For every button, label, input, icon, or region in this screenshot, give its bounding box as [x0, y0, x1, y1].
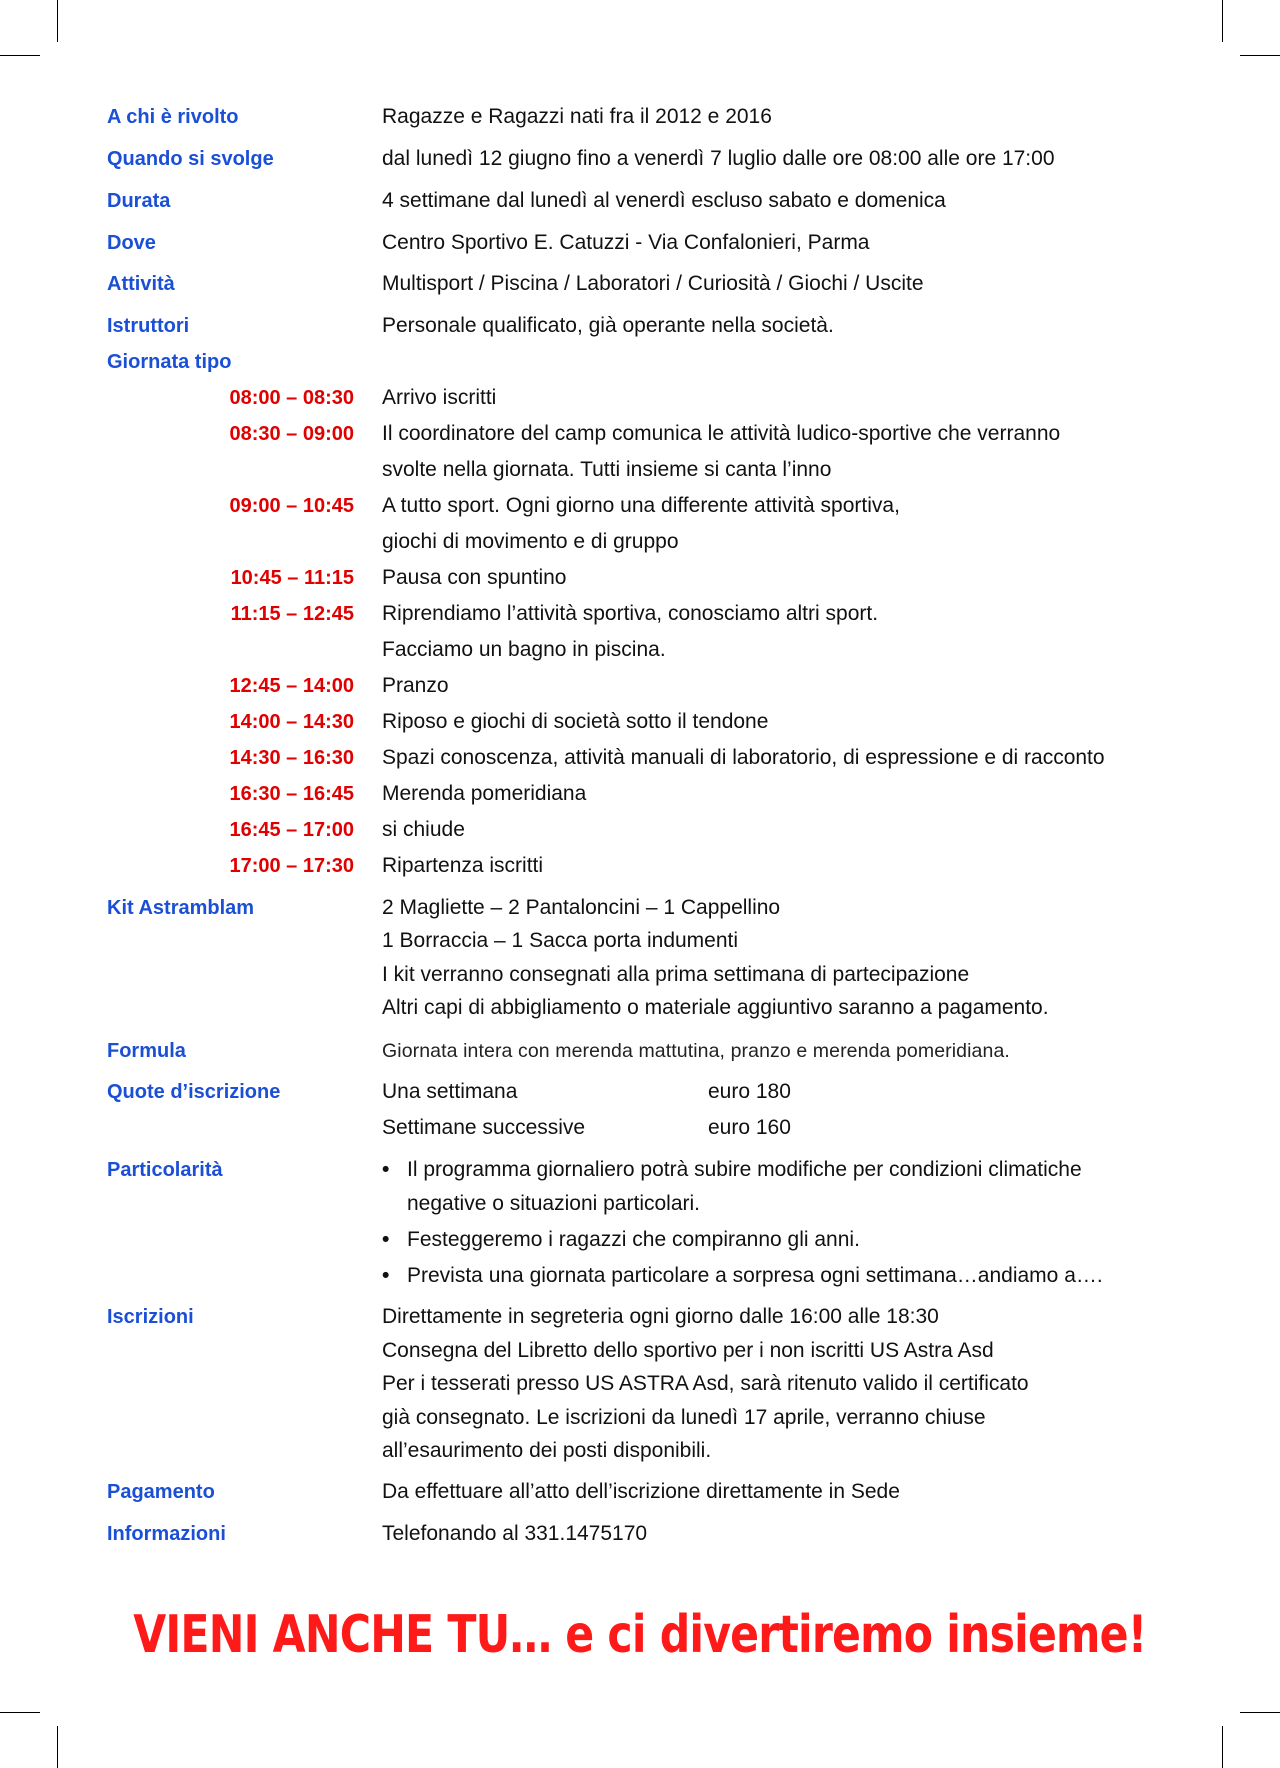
- kit-line: I kit verranno consegnati alla prima settimana di partecipazione: [382, 963, 970, 986]
- label-istruttori: Istruttori: [107, 315, 190, 337]
- iscrizioni-row: [0, 1403, 1280, 1433]
- value-durata: 4 settimane dal lunedì al venerdì escluso sabato e domenica: [382, 189, 946, 212]
- quote-row: [0, 1113, 1280, 1143]
- schedule-text: Arrivo iscritti: [382, 386, 497, 409]
- iscrizioni-line: Consegna del Libretto dello sportivo per i non iscritti US Astra Asd: [382, 1339, 994, 1362]
- kit-row: [0, 993, 1280, 1023]
- schedule-text: Ripartenza iscritti: [382, 854, 544, 877]
- schedule-text: Facciamo un bagno in piscina.: [382, 638, 666, 661]
- schedule-text: Riposo e giochi di società sotto il tendone: [382, 710, 769, 733]
- info-row-informazioni: [0, 1519, 1280, 1549]
- crop-mark: [57, 1726, 58, 1768]
- bullet-row: [0, 1225, 1280, 1255]
- schedule-row: [0, 743, 1280, 773]
- schedule-text: Il coordinatore del camp comunica le attività ludico-sportive che verranno: [382, 422, 1061, 445]
- schedule-time: 12:45 – 14:00: [229, 675, 354, 697]
- schedule-time: 14:00 – 14:30: [229, 711, 354, 733]
- crop-mark: [1222, 0, 1223, 42]
- label-particolarita: Particolarità: [107, 1159, 223, 1181]
- schedule-row-cont: [0, 527, 1280, 557]
- schedule-time: 16:30 – 16:45: [229, 783, 354, 805]
- schedule-text: Pranzo: [382, 674, 449, 697]
- crop-mark: [0, 55, 40, 56]
- bullet-row: [0, 1261, 1280, 1291]
- label-pagamento: Pagamento: [107, 1481, 215, 1503]
- schedule-text: Riprendiamo l’attività sportiva, conosciamo altri sport.: [382, 602, 879, 625]
- label-attivita: Attività: [107, 273, 175, 295]
- crop-mark: [1240, 55, 1280, 56]
- iscrizioni-row: [0, 1336, 1280, 1366]
- kit-line: Altri capi di abbigliamento o materiale aggiuntivo saranno a pagamento.: [382, 996, 1049, 1019]
- iscrizioni-line: all’esaurimento dei posti disponibili.: [382, 1439, 712, 1462]
- kit-row: [0, 960, 1280, 990]
- label-durata: Durata: [107, 190, 171, 212]
- bullet-row: [0, 1155, 1280, 1185]
- quote-price: euro 180: [708, 1080, 791, 1103]
- bullet-text: Prevista una giornata particolare a sorpresa ogni settimana…andiamo a….: [407, 1264, 1103, 1287]
- schedule-time: 16:45 – 17:00: [229, 819, 354, 841]
- schedule-time: 17:00 – 17:30: [229, 855, 354, 877]
- quote-price: euro 160: [708, 1116, 791, 1139]
- info-row-attivita: [0, 269, 1280, 299]
- label-dove: Dove: [107, 232, 156, 254]
- bullet-text: negative o situazioni particolari.: [407, 1192, 700, 1215]
- label-giornata-tipo: Giornata tipo: [107, 351, 232, 373]
- value-formula: Giornata intera con merenda mattutina, pranzo e merenda pomeridiana.: [382, 1040, 1010, 1062]
- info-row-giornata: [0, 347, 1280, 377]
- quote-row: [0, 1077, 1280, 1107]
- value-quando: dal lunedì 12 giugno fino a venerdì 7 luglio dalle ore 08:00 alle ore 17:00: [382, 147, 1055, 170]
- label-quando: Quando si svolge: [107, 148, 274, 170]
- schedule-time: 14:30 – 16:30: [229, 747, 354, 769]
- label-formula: Formula: [107, 1040, 186, 1062]
- value-informazioni: Telefonando al 331.1475170: [382, 1522, 648, 1545]
- value-dove: Centro Sportivo E. Catuzzi - Via Confalonieri, Parma: [382, 231, 870, 254]
- quote-name: Una settimana: [382, 1080, 518, 1103]
- label-iscrizioni: Iscrizioni: [107, 1306, 194, 1328]
- iscrizioni-line: Direttamente in segreteria ogni giorno dalle 16:00 alle 18:30: [382, 1305, 939, 1328]
- schedule-time: 10:45 – 11:15: [230, 567, 354, 589]
- schedule-row-cont: [0, 635, 1280, 665]
- kit-line: 2 Magliette – 2 Pantaloncini – 1 Cappellino: [382, 896, 781, 919]
- schedule-text: giochi di movimento e di gruppo: [382, 530, 679, 553]
- iscrizioni-line: Per i tesserati presso US ASTRA Asd, sarà ritenuto valido il certificato: [382, 1372, 1029, 1395]
- kit-row: [0, 893, 1280, 923]
- info-row-formula: [0, 1036, 1280, 1066]
- info-row-durata: [0, 186, 1280, 216]
- label-kit: Kit Astramblam: [107, 897, 255, 919]
- value-istruttori: Personale qualificato, già operante nella società.: [382, 314, 834, 337]
- info-row-dove: [0, 228, 1280, 258]
- schedule-text: Spazi conoscenza, attività manuali di laboratorio, di espressione e di racconto: [382, 746, 1105, 769]
- schedule-time: 09:00 – 10:45: [229, 495, 354, 517]
- crop-mark: [57, 0, 58, 42]
- label-informazioni: Informazioni: [107, 1523, 226, 1545]
- schedule-time: 08:00 – 08:30: [229, 387, 354, 409]
- info-row-istruttori: [0, 311, 1280, 341]
- kit-row: [0, 926, 1280, 956]
- info-row-chi: [0, 102, 1280, 132]
- quote-name: Settimane successive: [382, 1116, 586, 1139]
- bullet-icon: •: [382, 1228, 390, 1251]
- bullet-icon: •: [382, 1264, 390, 1287]
- schedule-row: [0, 419, 1280, 449]
- value-attivita: Multisport / Piscina / Laboratori / Curiosità / Giochi / Uscite: [382, 272, 924, 295]
- crop-mark: [1240, 1712, 1280, 1713]
- iscrizioni-row: [0, 1302, 1280, 1332]
- slogan-text: VIENI ANCHE TU… e ci divertiremo insieme!: [133, 1605, 1147, 1665]
- bullet-row-cont: [0, 1189, 1280, 1219]
- bullet-text: Il programma giornaliero potrà subire modifiche per condizioni climatiche: [407, 1158, 1082, 1181]
- schedule-row: [0, 563, 1280, 593]
- bullet-text: Festeggeremo i ragazzi che compiranno gli anni.: [407, 1228, 860, 1251]
- value-pagamento: Da effettuare all’atto dell’iscrizione direttamente in Sede: [382, 1480, 900, 1503]
- schedule-time: 11:15 – 12:45: [230, 603, 354, 625]
- schedule-text: Merenda pomeridiana: [382, 782, 587, 805]
- iscrizioni-row: [0, 1369, 1280, 1399]
- schedule-row: [0, 815, 1280, 845]
- schedule-text: si chiude: [382, 818, 465, 841]
- info-row-quando: [0, 144, 1280, 174]
- schedule-text: Pausa con spuntino: [382, 566, 567, 589]
- schedule-row: [0, 491, 1280, 521]
- info-row-pagamento: [0, 1477, 1280, 1507]
- schedule-row: [0, 383, 1280, 413]
- schedule-row: [0, 599, 1280, 629]
- label-chi: A chi è rivolto: [107, 106, 239, 128]
- schedule-text: A tutto sport. Ogni giorno una differente attività sportiva,: [382, 494, 900, 517]
- iscrizioni-row: [0, 1436, 1280, 1466]
- kit-line: 1 Borraccia – 1 Sacca porta indumenti: [382, 929, 739, 952]
- schedule-row: [0, 707, 1280, 737]
- slogan-banner: [0, 1600, 1280, 1670]
- bullet-icon: •: [382, 1158, 390, 1181]
- label-quote: Quote d’iscrizione: [107, 1081, 281, 1103]
- value-chi: Ragazze e Ragazzi nati fra il 2012 e 2016: [382, 105, 772, 128]
- schedule-text: svolte nella giornata. Tutti insieme si canta l’inno: [382, 458, 832, 481]
- crop-mark: [1222, 1726, 1223, 1768]
- crop-mark: [0, 1712, 40, 1713]
- schedule-row: [0, 779, 1280, 809]
- schedule-time: 08:30 – 09:00: [229, 423, 354, 445]
- schedule-row: [0, 851, 1280, 881]
- schedule-row: [0, 671, 1280, 701]
- iscrizioni-line: già consegnato. Le iscrizioni da lunedì 17 aprile, verranno chiuse: [382, 1406, 986, 1429]
- schedule-row-cont: [0, 455, 1280, 485]
